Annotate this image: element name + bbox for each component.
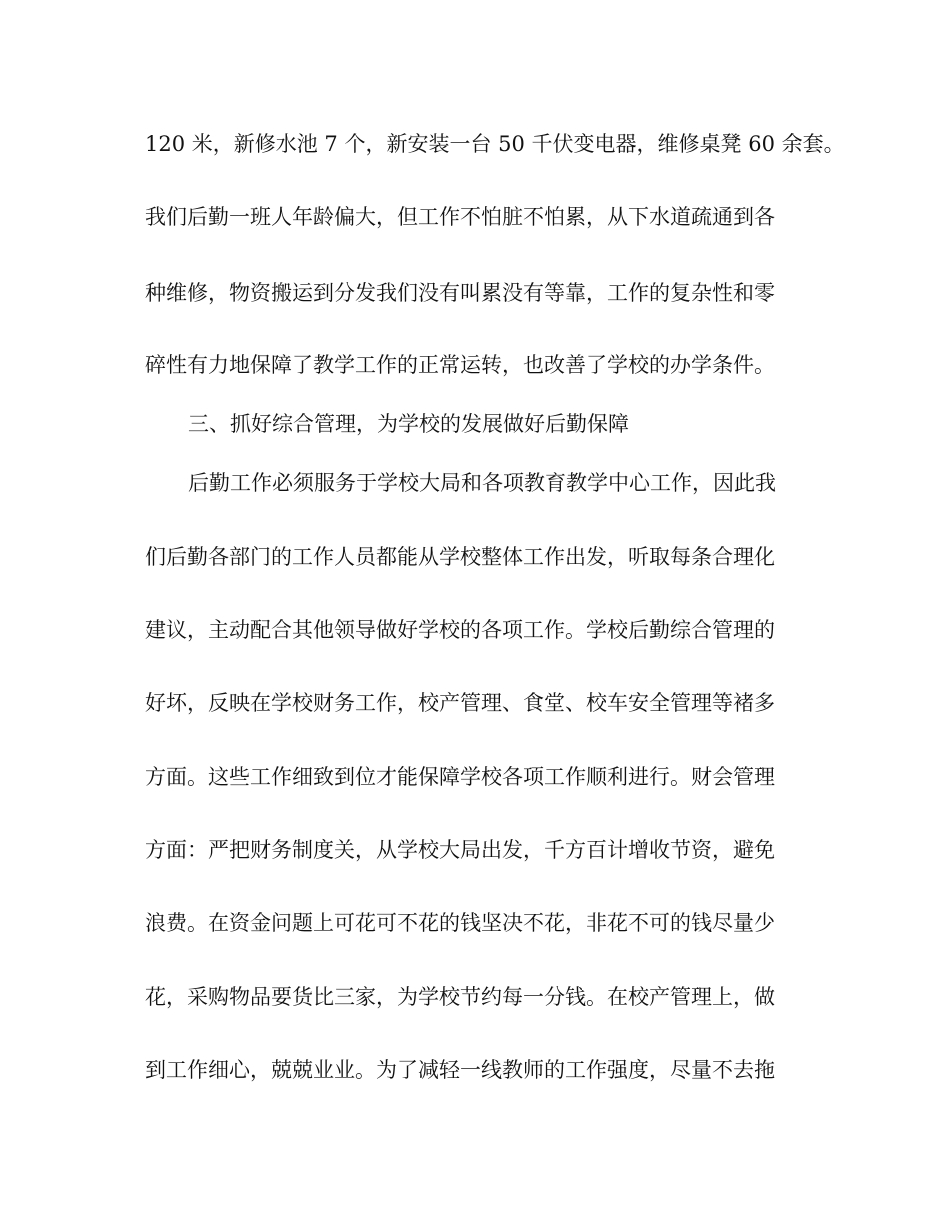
paragraph-line-4: 碎性有力地保障了教学工作的正常运转，也改善了学校的办学条件。 xyxy=(145,353,775,377)
paragraph-line-7: 建议，主动配合其他领导做好学校的各项工作。学校后勤综合管理的 xyxy=(145,618,775,642)
paragraph-line-13: 到工作细心，兢兢业业。为了减轻一线教师的工作强度，尽量不去拖 xyxy=(145,1058,775,1082)
paragraph-line-8: 好坏，反映在学校财务工作，校产管理、食堂、校车安全管理等褚多 xyxy=(145,691,775,715)
paragraph-line-5: 后勤工作必须服务于学校大局和各项教育教学中心工作，因此我 xyxy=(188,471,776,495)
paragraph-line-12: 花，采购物品要货比三家，为学校节约每一分钱。在校产管理上，做 xyxy=(145,985,775,1009)
paragraph-line-2: 我们后勤一班人年龄偏大，但工作不怕脏不怕累，从下水道疏通到各 xyxy=(145,205,775,229)
section-heading: 三、抓好综合管理，为学校的发展做好后勤保障 xyxy=(188,412,629,436)
paragraph-line-11: 浪费。在资金问题上可花可不花的钱坚决不花，非花不可的钱尽量少 xyxy=(145,911,775,935)
paragraph-line-9: 方面。这些工作细致到位才能保障学校各项工作顺利进行。财会管理 xyxy=(145,765,775,789)
paragraph-line-6: 们后勤各部门的工作人员都能从学校整体工作出发，听取每条合理化 xyxy=(145,545,775,569)
paragraph-line-10: 方面：严把财务制度关，从学校大局出发，千方百计增收节资，避免 xyxy=(145,838,775,862)
paragraph-line-1: 120 米，新修水池 7 个，新安装一台 50 千伏变电器，维修桌凳 60 余套。 xyxy=(145,132,845,156)
paragraph-line-3: 种维修，物资搬运到分发我们没有叫累没有等靠，工作的复杂性和零 xyxy=(145,281,775,305)
